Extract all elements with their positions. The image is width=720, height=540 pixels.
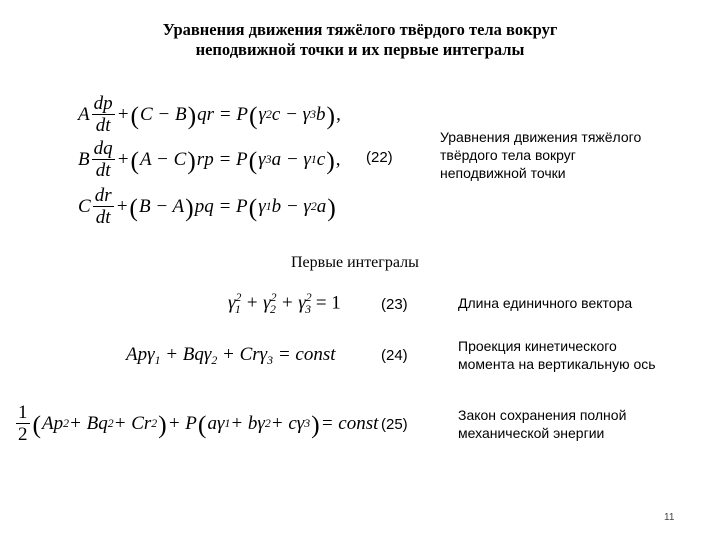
equation-3: C $\frac{dr}{dt}$ + ( B − A ) pq = P ( γ 1 b − γ 2 a ) — [78, 185, 336, 228]
integral-25-description — [458, 406, 626, 442]
title-line-1: Уравнения движения тяжёлого твёрдого тела вокруг — [162, 20, 558, 39]
equation-number-23: (23) — [381, 296, 408, 313]
integral-24-description-line: Проекция кинетического — [458, 338, 617, 354]
page-number: 11 — [664, 512, 675, 523]
integral-23-description-line: Длина единичного вектора — [458, 295, 633, 311]
integrals-heading: Первые интегралы — [291, 254, 419, 271]
slide-title — [0, 20, 720, 60]
integral-24-description-line: момента на вертикальную ось — [458, 356, 656, 372]
integral-25-description-line: Закон сохранения полной — [458, 407, 627, 423]
equation-2: B $\frac{dq}{dt}$ + ( A − C ) rp = P ( γ 3 a − γ 1 c ) , — [78, 138, 341, 181]
title-line-2: неподвижной точки и их первые интегралы — [195, 40, 525, 59]
integral-25-description-line: механической энергии — [458, 425, 605, 441]
integral-25-formula: $\frac{1}{2}$ ( Ap 2 + Bq 2 + Cr 2 ) + P ( aγ 1 + bγ 2 + cγ 3 ) = const — [18, 402, 379, 445]
system-description — [440, 128, 641, 182]
system-description-line: Уравнения движения тяжёлого — [440, 129, 642, 145]
equation-1: A $\frac{dp}{dt}$ + ( C − B ) qr = P ( γ 2 c − γ 3 b ) , — [78, 93, 341, 136]
system-description-line: твёрдого тела вокруг — [440, 147, 576, 163]
integral-23-formula: $\gamma^2_1 + \gamma^2_2 + \gamma^2_3 = 1$ — [228, 291, 341, 316]
equation-number-24: (24) — [381, 347, 408, 364]
integral-23-description — [458, 294, 632, 312]
integral-24-description — [458, 337, 656, 373]
integral-24-formula: Apγ$_1$ + Bqγ$_2$ + Crγ$_3$ = const — [126, 344, 336, 368]
equation-number-22: (22) — [366, 149, 393, 166]
system-description-line: неподвижной точки — [440, 165, 566, 181]
equation-number-25: (25) — [381, 416, 408, 433]
